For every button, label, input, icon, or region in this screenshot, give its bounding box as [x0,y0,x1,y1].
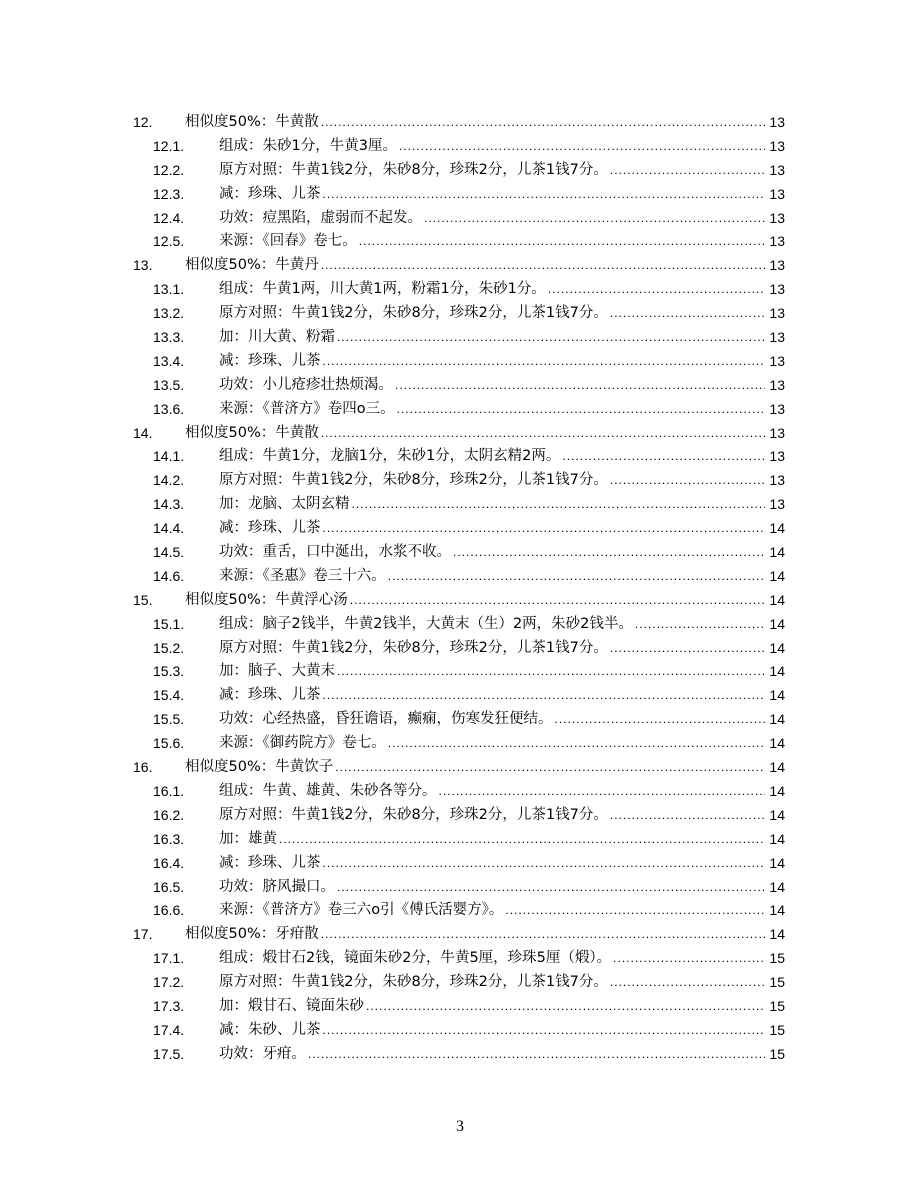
dot-leader [323,350,766,374]
toc-entry-number: 13. [133,257,153,274]
toc-entry-number: 15.2. [153,639,185,656]
toc-entry-number: 12.5. [153,233,185,250]
toc-subsection-entry[interactable] [133,732,785,756]
toc-entry-page-number: 13 [769,496,785,513]
toc-entry-title: 减：珍珠、儿茶 [219,520,321,537]
toc-entry-page-number: 14 [769,735,785,752]
toc-subsection-entry[interactable] [133,804,785,828]
toc-entry-title: 加：龙脑、太阴玄精 [219,496,350,513]
toc-entry-page-number: 13 [769,424,785,441]
toc-entry-number: 16.4. [153,854,185,871]
dot-leader [635,613,765,637]
toc-entry-page-number: 15 [769,997,785,1014]
toc-subsection-entry[interactable] [133,995,785,1019]
dot-leader [388,565,765,589]
toc-entry-title-container [219,278,765,302]
toc-entry-page-number: 13 [769,233,785,250]
toc-entry-page-number: 13 [769,161,785,178]
toc-entry-title: 相似度50%：牛黄浮心汤 [185,591,348,608]
toc-entry-title-container [219,876,765,900]
toc-subsection-entry[interactable] [133,947,785,971]
toc-subsection-entry[interactable] [133,517,785,541]
dot-leader [555,708,766,732]
toc-entry-number: 17.4. [153,1021,185,1038]
toc-entry-page-number: 13 [769,472,785,489]
toc-entry-page-number: 14 [769,782,785,799]
toc-entry-page-number: 13 [769,209,785,226]
toc-entry-page-number: 14 [769,830,785,847]
toc-entry-title-container [219,899,765,923]
toc-entry-number: 17.2. [153,974,185,991]
toc-entry-number: 15. [133,591,153,608]
toc-subsection-entry[interactable] [133,876,785,900]
toc-entry-title-container [219,374,765,398]
toc-subsection-entry[interactable] [133,684,785,708]
dot-leader [321,111,765,135]
toc-entry-number: 15.6. [153,735,185,752]
toc-entry-page-number: 15 [769,1021,785,1038]
toc-subsection-entry[interactable] [133,493,785,517]
toc-section-entry[interactable] [133,589,785,613]
dot-leader [610,637,765,661]
toc-entry-page-number: 14 [769,711,785,728]
toc-entry-number: 13.4. [153,352,185,369]
toc-entry-number: 13.5. [153,376,185,393]
dot-leader [323,1019,766,1043]
toc-subsection-entry[interactable] [133,374,785,398]
page-number: 3 [456,1118,464,1135]
toc-entry-title: 加：川大黄、粉霜 [219,329,335,346]
toc-entry-title-container [219,207,765,231]
toc-entry-title: 功效：痘黑陷，虚弱而不起发。 [219,209,422,226]
toc-entry-page-number: 14 [769,878,785,895]
toc-entry-page-number: 14 [769,687,785,704]
toc-entry-page-number: 14 [769,926,785,943]
dot-leader [613,947,765,971]
table-of-contents [133,111,785,1067]
toc-entry-page-number: 14 [769,544,785,561]
toc-entry-number: 13.1. [153,281,185,298]
toc-entry-page-number: 13 [769,305,785,322]
toc-subsection-entry[interactable] [133,469,785,493]
toc-entry-title-container [219,995,765,1019]
toc-entry-title: 减：朱砂、儿茶 [219,1021,321,1038]
toc-entry-number: 15.4. [153,687,185,704]
dot-leader [321,254,765,278]
toc-entry-page-number: 13 [769,185,785,202]
toc-entry-title-container [219,1043,765,1067]
dot-leader [610,804,765,828]
dot-leader [610,159,765,183]
dot-leader [439,780,766,804]
toc-entry-page-number: 14 [769,854,785,871]
toc-entry-title-container [219,1019,765,1043]
toc-entry-title-container [219,350,765,374]
toc-entry-title-container [219,541,765,565]
toc-entry-title-container [219,732,765,756]
toc-subsection-entry[interactable] [133,445,785,469]
toc-entry-page-number: 13 [769,352,785,369]
toc-subsection-entry[interactable] [133,660,785,684]
toc-entry-page-number: 14 [769,639,785,656]
toc-entry-number: 12.2. [153,161,185,178]
toc-subsection-entry[interactable] [133,398,785,422]
toc-entry-page-number: 13 [769,257,785,274]
toc-entry-title-container [219,637,765,661]
toc-entry-page-number: 13 [769,329,785,346]
toc-entry-number: 14.6. [153,567,185,584]
dot-leader [397,398,765,422]
dot-leader [337,660,765,684]
dot-leader [610,971,765,995]
toc-subsection-entry[interactable] [133,899,785,923]
toc-entry-title: 来源：《普济方》卷四o三。 [219,400,395,417]
toc-subsection-entry[interactable] [133,708,785,732]
toc-entry-page-number: 14 [769,902,785,919]
toc-entry-title: 相似度50%：牛黄饮子 [185,759,334,776]
toc-entry-number: 13.2. [153,305,185,322]
toc-subsection-entry[interactable] [133,159,785,183]
toc-entry-title-container [219,828,765,852]
toc-entry-number: 15.5. [153,711,185,728]
toc-entry-number: 17.3. [153,997,185,1014]
toc-entry-number: 12. [133,114,153,130]
toc-entry-number: 14.3. [153,496,185,513]
toc-entry-title-container [219,183,765,207]
toc-entry-title: 组成：煅甘石2钱，镜面朱砂2分，牛黄5厘，珍珠5厘（煅）。 [219,950,612,967]
toc-entry-title-container [219,804,765,828]
toc-entry-title: 减：珍珠、儿茶 [219,854,321,871]
toc-subsection-entry[interactable] [133,278,785,302]
toc-entry-page-number: 14 [769,567,785,584]
toc-section-entry[interactable] [133,111,785,135]
dot-leader [350,589,765,613]
toc-entry-number: 17.5. [153,1045,185,1062]
toc-subsection-entry[interactable] [133,207,785,231]
toc-entry-title-container [219,398,765,422]
dot-leader [323,183,766,207]
toc-subsection-entry[interactable] [133,1019,785,1043]
toc-entry-number: 15.3. [153,663,185,680]
toc-section-entry[interactable] [133,254,785,278]
dot-leader [323,852,766,876]
dot-leader [395,374,765,398]
dot-leader [337,876,765,900]
dot-leader [388,732,765,756]
toc-entry-title: 减：珍珠、儿茶 [219,352,321,369]
dot-leader [321,422,765,446]
toc-entry-title: 减：珍珠、儿茶 [219,687,321,704]
toc-entry-number: 14.1. [153,448,185,465]
toc-subsection-entry[interactable] [133,135,785,159]
toc-entry-title: 功效：脐风撮口。 [219,878,335,895]
toc-entry-page-number: 15 [769,950,785,967]
toc-entry-title: 原方对照：牛黄1钱2分，朱砂8分，珍珠2分，儿茶1钱7分。 [219,305,608,322]
toc-entry-title: 相似度50%：牛黄丹 [185,257,319,274]
toc-entry-title-container [185,923,765,947]
toc-entry-number: 17.1. [153,950,185,967]
dot-leader [335,756,765,780]
toc-entry-title-container [219,684,765,708]
toc-entry-title-container [219,852,765,876]
toc-entry-title: 来源：《御药院方》卷七。 [219,735,386,752]
toc-entry-number: 17. [133,926,153,943]
toc-entry-page-number: 14 [769,591,785,608]
toc-entry-title-container [185,756,765,780]
toc-entry-title: 组成：牛黄1两，川大黄1两，粉霜1分，朱砂1分。 [219,281,546,298]
toc-entry-title: 原方对照：牛黄1钱2分，朱砂8分，珍珠2分，儿茶1钱7分。 [219,472,608,489]
toc-subsection-entry[interactable] [133,183,785,207]
toc-entry-title: 功效：牙疳。 [219,1045,306,1062]
toc-entry-number: 16. [133,759,153,776]
toc-section-entry[interactable] [133,756,785,780]
toc-subsection-entry[interactable] [133,541,785,565]
toc-entry-page-number: 13 [769,376,785,393]
toc-entry-title: 加：煅甘石、镜面朱砂 [219,997,364,1014]
toc-section-entry[interactable] [133,923,785,947]
dot-leader [337,326,765,350]
toc-entry-page-number: 14 [769,806,785,823]
toc-entry-title-container [219,517,765,541]
toc-entry-number: 14.2. [153,472,185,489]
toc-entry-title-container [219,135,765,159]
toc-entry-number: 12.3. [153,185,185,202]
toc-entry-title: 相似度50%：牙疳散 [185,926,319,943]
toc-entry-number: 16.1. [153,782,185,799]
toc-subsection-entry[interactable] [133,1043,785,1067]
toc-entry-number: 14.5. [153,544,185,561]
dot-leader [352,493,766,517]
dot-leader [308,1043,765,1067]
dot-leader [323,517,766,541]
toc-subsection-entry[interactable] [133,565,785,589]
dot-leader [279,828,765,852]
toc-subsection-entry[interactable] [133,302,785,326]
toc-entry-title: 原方对照：牛黄1钱2分，朱砂8分，珍珠2分，儿茶1钱7分。 [219,806,608,823]
toc-entry-title-container [219,613,765,637]
toc-entry-page-number: 15 [769,1045,785,1062]
dot-leader [505,899,765,923]
toc-entry-number: 13.6. [153,400,185,417]
toc-entry-title: 原方对照：牛黄1钱2分，朱砂8分，珍珠2分，儿茶1钱7分。 [219,639,608,656]
toc-entry-title-container [219,780,765,804]
toc-entry-title: 组成：牛黄、雄黄、朱砂各等分。 [219,782,437,799]
toc-subsection-entry[interactable] [133,828,785,852]
toc-entry-title: 功效：重舌，口中涎出，水浆不收。 [219,544,451,561]
toc-entry-page-number: 15 [769,974,785,991]
toc-entry-title-container [219,230,765,254]
toc-entry-number: 13.3. [153,329,185,346]
toc-entry-page-number: 13 [769,114,785,130]
toc-entry-title-container [219,469,765,493]
toc-entry-page-number: 14 [769,663,785,680]
toc-entry-title-container [219,159,765,183]
toc-entry-title-container [219,302,765,326]
toc-entry-number: 16.2. [153,806,185,823]
dot-leader [359,230,765,254]
dot-leader [323,684,766,708]
toc-entry-number: 14. [133,424,153,441]
toc-entry-page-number: 14 [769,520,785,537]
toc-entry-number: 16.3. [153,830,185,847]
dot-leader [321,923,765,947]
dot-leader [366,995,765,1019]
toc-entry-number: 12.1. [153,137,185,154]
toc-entry-page-number: 13 [769,400,785,417]
toc-subsection-entry[interactable] [133,613,785,637]
toc-entry-number: 16.5. [153,878,185,895]
toc-entry-title: 加：雄黄 [219,830,277,847]
toc-subsection-entry[interactable] [133,350,785,374]
toc-entry-title: 组成：牛黄1分，龙脑1分，朱砂1分，太阴玄精2两。 [219,448,561,465]
dot-leader [399,135,765,159]
toc-entry-page-number: 14 [769,759,785,776]
toc-entry-title-container [219,445,765,469]
toc-entry-title: 减：珍珠、儿茶 [219,185,321,202]
toc-subsection-entry[interactable] [133,852,785,876]
toc-entry-title: 组成：脑子2钱半，牛黄2钱半，大黄末（生）2两，朱砂2钱半。 [219,615,633,632]
toc-entry-title-container [219,493,765,517]
toc-entry-title-container [185,111,765,135]
dot-leader [424,207,765,231]
toc-entry-title-container [219,947,765,971]
toc-subsection-entry[interactable] [133,780,785,804]
toc-entry-number: 15.1. [153,615,185,632]
dot-leader [453,541,765,565]
toc-subsection-entry[interactable] [133,230,785,254]
toc-entry-title: 原方对照：牛黄1钱2分，朱砂8分，珍珠2分，儿茶1钱7分。 [219,974,608,991]
toc-entry-page-number: 13 [769,281,785,298]
toc-entry-number: 14.4. [153,520,185,537]
toc-entry-title-container [219,326,765,350]
toc-entry-title: 功效：心经热盛，昏狂谵语，癫痫，伤寒发狂便结。 [219,711,553,728]
toc-entry-title: 来源：《回春》卷七。 [219,233,357,250]
toc-entry-number: 16.6. [153,902,185,919]
dot-leader [548,278,765,302]
toc-entry-title-container [185,589,765,613]
toc-entry-title: 来源：《普济方》卷三六o引《傅氏活婴方》。 [219,902,504,919]
toc-subsection-entry[interactable] [133,971,785,995]
toc-entry-number: 12.4. [153,209,185,226]
toc-entry-title: 功效：小儿疮疹壮热烦渴。 [219,376,393,393]
toc-entry-title-container [185,422,765,446]
toc-entry-title: 来源：《圣惠》卷三十六。 [219,567,386,584]
toc-entry-title-container [219,708,765,732]
toc-section-entry[interactable] [133,422,785,446]
dot-leader [562,445,765,469]
dot-leader [610,469,765,493]
toc-entry-title: 相似度50%：牛黄散 [185,114,319,130]
toc-subsection-entry[interactable] [133,637,785,661]
toc-entry-page-number: 14 [769,615,785,632]
toc-entry-title-container [219,565,765,589]
toc-entry-page-number: 13 [769,137,785,154]
toc-entry-title: 原方对照：牛黄1钱2分，朱砂8分，珍珠2分，儿茶1钱7分。 [219,161,608,178]
toc-entry-title-container [219,971,765,995]
toc-entry-title-container [185,254,765,278]
toc-entry-title: 加：脑子、大黄末 [219,663,335,680]
toc-entry-title-container [219,660,765,684]
toc-entry-page-number: 13 [769,448,785,465]
dot-leader [610,302,765,326]
toc-entry-title: 组成：朱砂1分，牛黄3厘。 [219,137,397,154]
toc-subsection-entry[interactable] [133,326,785,350]
toc-entry-title: 相似度50%：牛黄散 [185,424,319,441]
